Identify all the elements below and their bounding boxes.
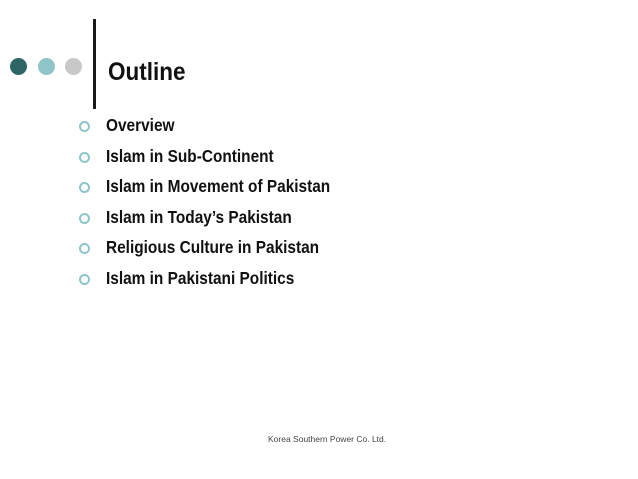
ring-bullet-icon xyxy=(79,213,90,224)
decorative-dots xyxy=(10,58,85,76)
ring-bullet-icon xyxy=(79,152,90,163)
slide-title: Outline xyxy=(108,58,186,86)
ring-bullet-icon xyxy=(79,243,90,254)
gray-dot-icon xyxy=(65,58,82,75)
bullet-label: Islam in Pakistani Politics xyxy=(106,267,295,288)
ring-bullet-icon xyxy=(79,182,90,193)
dark-teal-dot-icon xyxy=(10,58,27,75)
bullet-label: Religious Culture in Pakistan xyxy=(106,237,320,258)
bullet-label: Islam in Today’s Pakistan xyxy=(106,206,292,227)
footer-text: Korea Southern Power Co. Ltd. xyxy=(268,434,387,444)
title-divider xyxy=(93,19,96,109)
light-teal-dot-icon xyxy=(38,58,55,75)
bullet-label: Overview xyxy=(106,115,175,135)
bullet-label: Islam in Movement of Pakistan xyxy=(106,176,331,197)
ring-bullet-icon xyxy=(79,121,90,132)
bullet-label: Islam in Sub-Continent xyxy=(106,145,274,166)
ring-bullet-icon xyxy=(79,274,90,285)
